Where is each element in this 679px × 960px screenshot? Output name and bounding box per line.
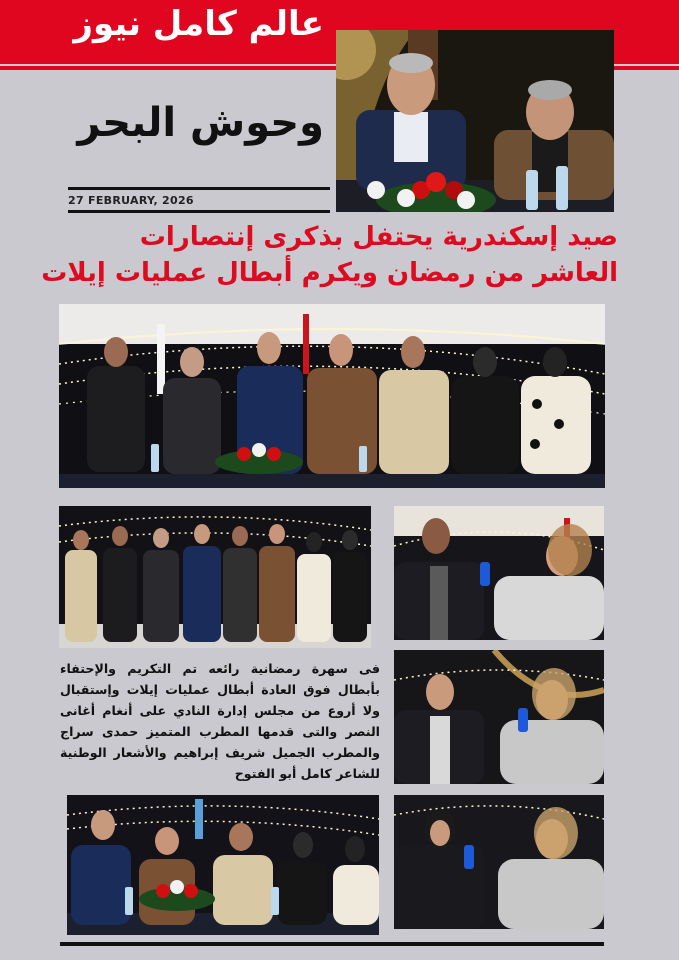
panel-photo	[67, 795, 379, 935]
headline-line2: العاشر من رمضان ويكرم أبطال عمليات إيلات	[41, 258, 618, 288]
section-title: وحوش البحر	[77, 100, 324, 146]
headline-line1: صيد إسكندرية يحتفل بذكرى إنتصارات	[139, 222, 618, 252]
date-rule-top	[68, 187, 330, 190]
article-body: فى سهرة رمضانية رائعه تم التكريم والإحتفاء بأبطال فوق العادة أبطال عمليات إيلات وإستقبال ولا أروع من مجلس إدارة النادي على أنغام أغانى النصر والتى قدمها المطرب المتميز حمدى سراج والمطرب الجميل شريف إبراهيم والأشعار الوطنية للشاعر كامل أبو الفتوح	[60, 661, 380, 781]
date-rule-bottom	[68, 210, 330, 213]
brand-name: عالم كامل نيوز	[73, 4, 324, 44]
interview-photo-1	[394, 506, 604, 640]
issue-date: 27 FEBRUARY, 2026	[68, 194, 194, 207]
group-photo-main	[59, 304, 605, 488]
interview-photo-3	[394, 795, 604, 929]
group-photo-small	[59, 506, 371, 648]
header-photo	[336, 30, 614, 212]
bottom-rule	[60, 942, 604, 946]
interview-photo-2	[394, 650, 604, 784]
